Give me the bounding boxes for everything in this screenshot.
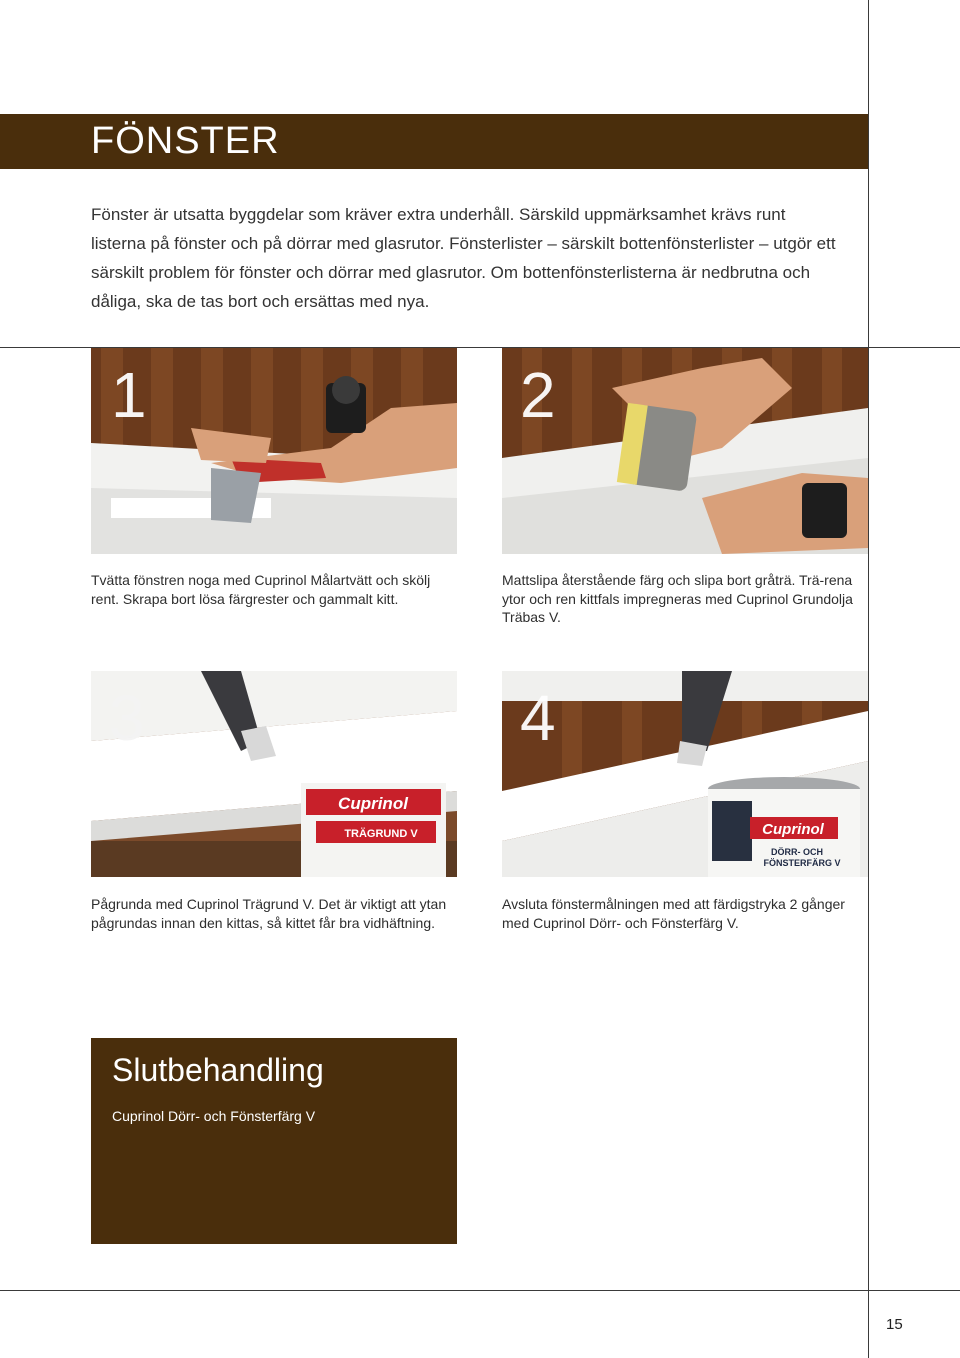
page-title: FÖNSTER xyxy=(91,120,280,162)
can3-product-label: TRÄGRUND V xyxy=(344,828,418,840)
step-1-number: 1 xyxy=(111,359,147,431)
step-2-photo xyxy=(502,348,868,554)
step-3-photo xyxy=(91,671,457,877)
step-2-caption: Mattslipa återstående färg och slipa bort gråträ. Trä-rena ytor och ren kittfals impregneras med Cuprinol Grundolja Träbas V. xyxy=(502,572,853,625)
final-subtitle: Cuprinol Dörr- och Fönsterfärg V xyxy=(112,1108,316,1124)
step-2-number: 2 xyxy=(520,359,556,431)
can4-product-line2: FÖNSTERFÄRG V xyxy=(763,858,841,868)
can3-brand-label: Cuprinol xyxy=(338,794,408,813)
final-title: Slutbehandling xyxy=(112,1052,324,1088)
final-treatment-box xyxy=(91,1038,457,1244)
vertical-rule xyxy=(868,0,869,1358)
horizontal-rule-bottom xyxy=(0,1290,960,1291)
section-title-bar xyxy=(0,114,868,169)
page-number: 15 xyxy=(886,1316,903,1333)
can4-product-line1: DÖRR- OCH xyxy=(771,847,823,857)
step-3-caption: Pågrunda med Cuprinol Trägrund V. Det är viktigt att ytan pågrundas innan den kittas, så kittet får bra vidhäftning. xyxy=(91,896,447,931)
step-4-number: 4 xyxy=(520,682,556,754)
step-1-photo xyxy=(91,348,457,554)
step-3-number: 3 xyxy=(109,682,145,754)
intro-paragraph: Fönster är utsatta byggdelar som kräver extra underhåll. Särskild uppmärksamhet krävs runt listerna på fönster och på dörrar med glasrutor. Fönsterlister – särskilt bottenfönsterlister – utgör ett särskilt problem för fönster och dörrar med glasrutor. Om bottenfönsterlisterna är nedbrutna och dåliga, ska de tas bort och ersättas med nya. xyxy=(91,205,836,311)
step-4-photo xyxy=(502,671,868,877)
can4-brand-label: Cuprinol xyxy=(762,821,824,838)
step-1-caption: Tvätta fönstren noga med Cuprinol Målartvätt och skölj rent. Skrapa bort lösa färgrester och gammalt kitt. xyxy=(91,572,431,607)
step-4-caption: Avsluta fönstermålningen med att färdigstryka 2 gånger med Cuprinol Dörr- och Fönsterfärg V. xyxy=(502,896,845,931)
